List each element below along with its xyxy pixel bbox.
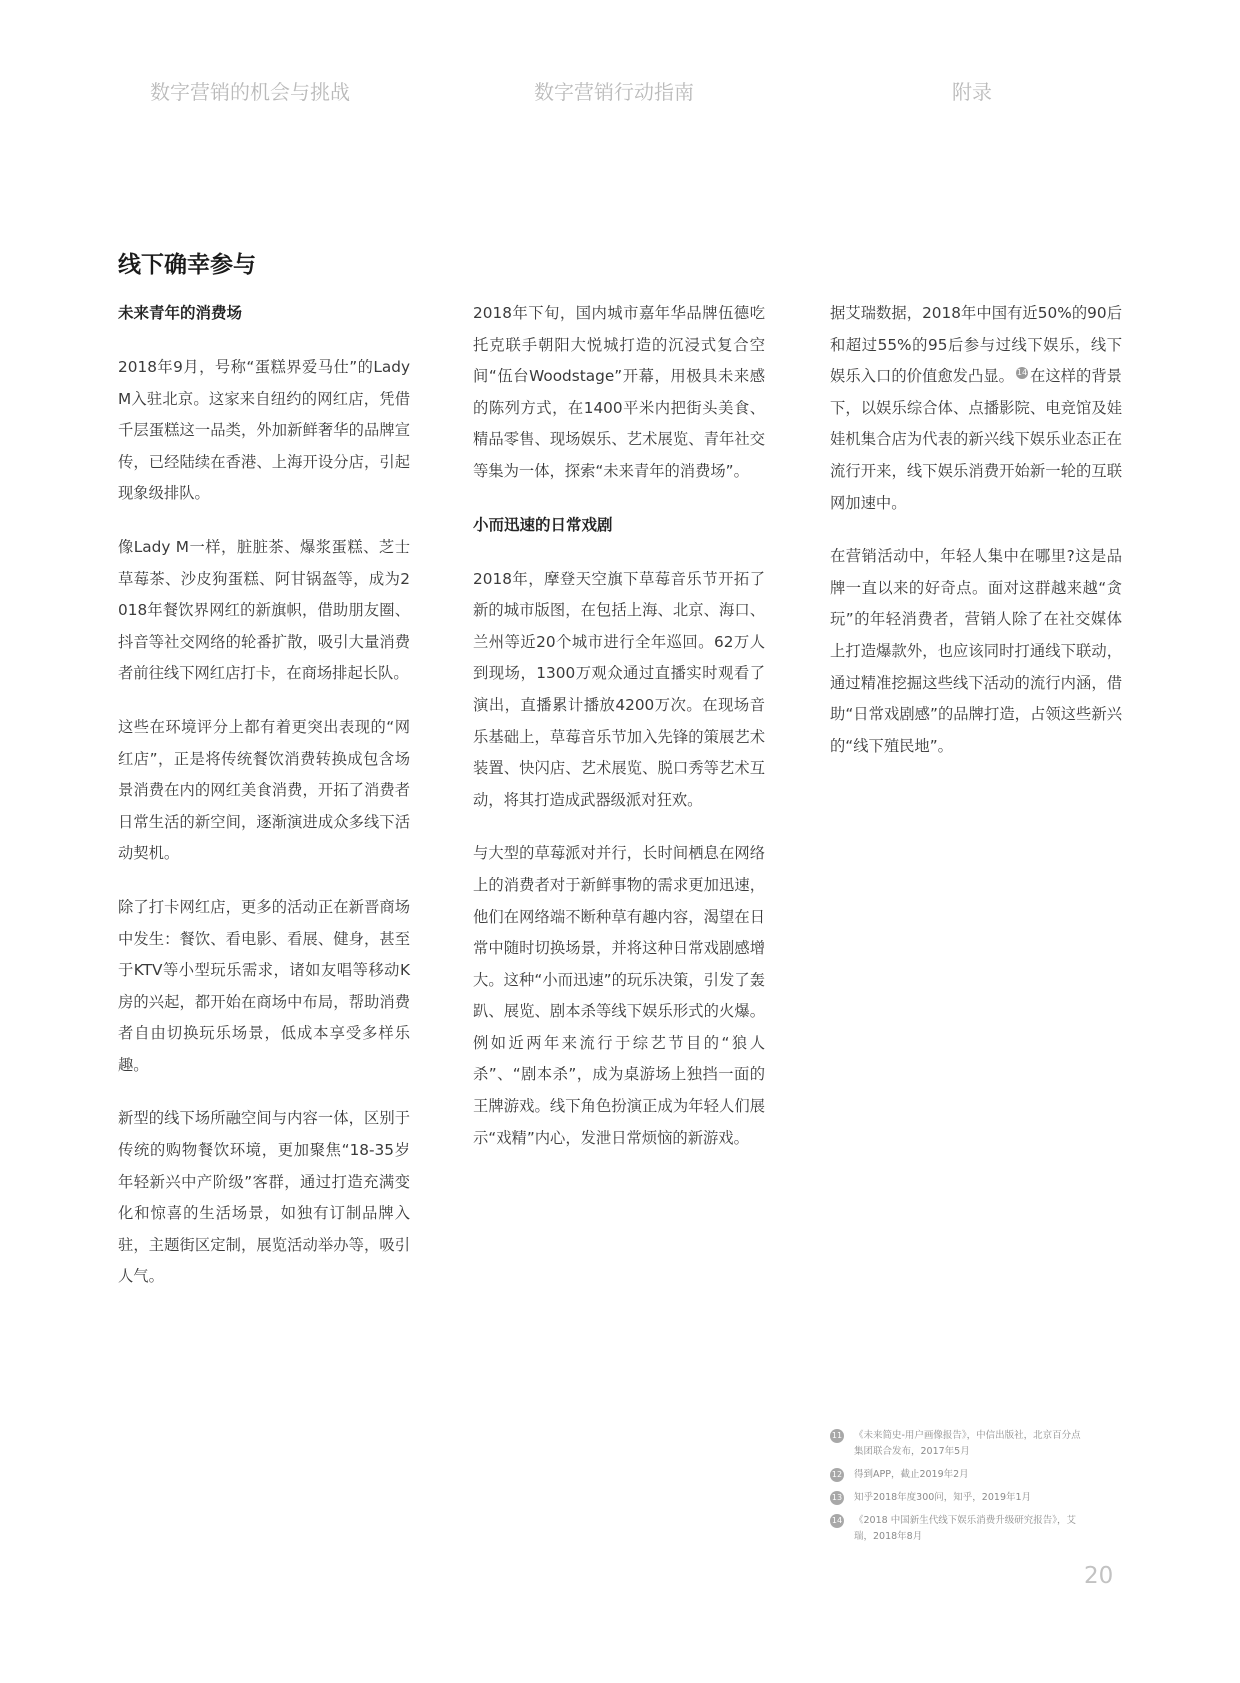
text-column-3 — [830, 298, 1122, 784]
paragraph — [830, 298, 1122, 519]
top-navigation — [0, 76, 1240, 106]
paragraph: 2018年9月，号称“蛋糕界爱马仕”的Lady M入驻北京。这家来自纽约的网红店，凭借千层蛋糕这一品类，外加新鲜奢华的品牌宣传，已经陆续在香港、上海开设分店，引起现象级排队。 — [118, 358, 410, 503]
paragraph: 与大型的草莓派对并行，长时间栖息在网络上的消费者对于新鲜事物的需求更加迅速，他们在网络端不断种草有趣内容，渴望在日常中随时切换场景，并将这种日常戏剧感增大。这种“小而迅速”的玩乐决策，引发了轰趴、展览、剧本杀等线下娱乐形式的火爆。例如近两年来流行于综艺节目的“狼人杀”、“剧本杀”，成为桌游场上独挡一面的王牌游戏。线下角色扮演正成为年轻人们展示“戏精”内心，发泄日常烦恼的新游戏。 — [473, 844, 765, 1147]
paragraph: 2018年，摩登天空旗下草莓音乐节开拓了新的城市版图，在包括上海、北京、海口、兰州等近20个城市进行全年巡回。62万人到现场，1300万观众通过直播实时观看了演出，直播累计播放4200万次。在现场音乐基础上，草莓音乐节加入先锋的策展艺术装置、快闪店、艺术展览、脱口秀等艺术互动，将其打造成武器级派对狂欢。 — [473, 569, 765, 809]
nav-tab-opportunities-challenges[interactable]: 数字营销的机会与挑战 — [150, 80, 350, 104]
section-title: 线下确幸参与 — [118, 252, 256, 278]
paragraph: 2018年下旬，国内城市嘉年华品牌伍德吃托克联手朝阳大悦城打造的沉浸式复合空间“伍台Woodstage”开幕，用极具未来感的陈列方式，在1400平米内把街头美食、精品零售、现场娱乐、艺术展览、青年社交等集为一体，探索“未来青年的消费场”。 — [473, 304, 765, 480]
footnotes — [830, 1428, 1090, 1552]
paragraph: 在营销活动中，年轻人集中在哪里?这是品牌一直以来的好奇点。面对这群越来越“贪玩”的年轻消费者，营销人除了在社交媒体上打造爆款外，也应该同时打通线下联动，通过精准挖掘这些线下活动的流行内涵，借助“日常戏剧感”的品牌打造，占领这些新兴的“线下殖民地”。 — [830, 547, 1122, 755]
page-number: 20 — [1084, 1563, 1114, 1589]
footnote-number-badge: 13 — [830, 1491, 844, 1505]
footnote-text: 《未来简史-用户画像报告》，中信出版社，北京百分点集团联合发布，2017年5月 — [854, 1430, 1081, 1457]
nav-tab-action-guide[interactable]: 数字营销行动指南 — [534, 80, 694, 104]
footnote-reference-badge[interactable]: 14 — [1016, 368, 1028, 378]
footnote-text: 得到APP，截止2019年2月 — [854, 1469, 969, 1480]
footnote-number-badge: 12 — [830, 1468, 844, 1482]
footnote-item — [830, 1513, 1090, 1545]
paragraph: 这些在环境评分上都有着更突出表现的“网红店”，正是将传统餐饮消费转换成包含场景消费在内的网红美食消费，开拓了消费者日常生活的新空间，逐渐演进成众多线下活动契机。 — [118, 717, 410, 863]
subheading-future-youth: 未来青年的消费场 — [118, 304, 243, 322]
footnote-text: 《2018 中国新生代线下娱乐消费升级研究报告》，艾瑞，2018年8月 — [854, 1515, 1076, 1542]
footnote-item — [830, 1490, 1090, 1506]
subheading-daily-drama: 小而迅速的日常戏剧 — [473, 515, 613, 534]
footnote-item — [830, 1428, 1090, 1460]
text-column-1 — [118, 298, 410, 1315]
paragraph: 新型的线下场所融空间与内容一体，区别于传统的购物餐饮环境，更加聚焦“18-35岁年轻新兴中产阶级”客群，通过打造充满变化和惊喜的生活场景，如独有订制品牌入驻，主题街区定制，展览活动举办等，吸引人气。 — [118, 1109, 410, 1286]
paragraph: 除了打卡网红店，更多的活动正在新晋商场中发生：餐饮、看电影、看展、健身，甚至于KTV等小型玩乐需求，诸如友唱等移动K房的兴起，都开始在商场中布局，帮助消费者自由切换玩乐场景，低成本享受多样乐趣。 — [118, 897, 410, 1074]
paragraph: 像Lady M一样，脏脏茶、爆浆蛋糕、芝士草莓茶、沙皮狗蛋糕、阿甘锅盔等，成为2018年餐饮界网红的新旗帜，借助朋友圈、抖音等社交网络的轮番扩散，吸引大量消费者前往线下网红店打卡，在商场排起长队。 — [118, 537, 410, 683]
footnote-number-badge: 11 — [830, 1429, 844, 1443]
text-column-2 — [473, 298, 765, 1176]
footnote-item — [830, 1467, 1090, 1483]
nav-tab-appendix[interactable]: 附录 — [952, 80, 992, 104]
paragraph-text: 据艾瑞数据，2018年中国有近50%的90后和超过55%的95后参与过线下娱乐，线下娱乐入口的价值愈发凸显。 — [830, 304, 1122, 386]
footnote-number-badge: 14 — [830, 1514, 844, 1528]
paragraph-text: 在这样的背景下，以娱乐综合体、点播影院、电竞馆及娃娃机集合店为代表的新兴线下娱乐业态正在流行开来，线下娱乐消费开始新一轮的互联网加速中。 — [830, 367, 1122, 512]
footnote-text: 知乎2018年度300问，知乎，2019年1月 — [854, 1492, 1032, 1503]
